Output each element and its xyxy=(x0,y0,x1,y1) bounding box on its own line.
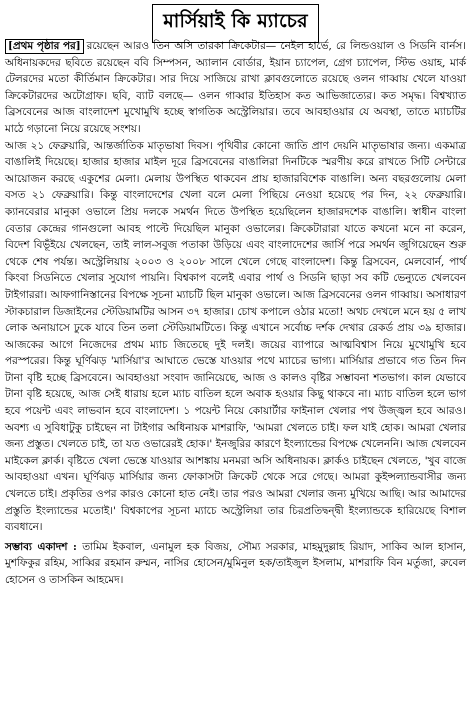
continued-from-label: [প্রথম পৃষ্ঠার পর] xyxy=(5,39,84,54)
article-body xyxy=(5,38,466,536)
probable-eleven-list: তামিম ইকবাল, এনামুল হক বিজয়, সৌম্য সরকার, মাহমুদুল্লাহ রিয়াদ, সাকিব আল হাসান, মুশফিকুর রহিম, সাব্বির রহমান রুম্মন, নাসির হোসেন/মুমিনুল হক/তাইজুল ইসলাম, মাশরাফি বিন মর্তুজা, রুবেল হোসেন ও তাসকিন আহমেদ। xyxy=(5,540,466,586)
continued-from-text: প্রথম পৃষ্ঠার পর xyxy=(12,40,76,52)
headline: মার্সিয়াই কি ম্যাচের xyxy=(163,10,308,32)
paragraph-1-text: রয়েছেন আরও তিন অসি তারকা ক্রিকেটার— নেইল হার্ভে, রে লিন্ডওয়াল ও সিডনি বার্নস। অধিনায়কদের ছবিতে রয়েছেন ববি সিম্পসন, অ্যালান বোর্ডার, ইয়ান চ্যাপেল, গ্রেগ চ্যাপেল, স্টিভ ওয়াহ, মার্ক টেলরদের মতো কীর্তিমান ক্রিকেটার। সার দিয়ে সাজিয়ে রাখা ক্লাবগুলোতে রয়েছে ওলন গাব্বায় খেলে যাওয়া ক্রিকেটারদের অটোগ্রাফ। ছবি, ব্যাট বলছে— ওলন গাব্বার ইতিহাস কত আভিজাত্যের। কত সমৃদ্ধ। বিশ্বখ্যাত ব্রিসবেনের আজ বাংলাদেশ মুখোমুখি হচ্ছে স্বাগতিক অস্ট্রেলিয়ার। তবে আবহাওয়ার যে অবস্থা, তাতে ম্যাচটির মাঠে গড়ানো নিয়ে রয়েছে সংশয়। xyxy=(5,40,466,135)
probable-eleven xyxy=(5,539,466,589)
headline-wrapper xyxy=(5,4,466,38)
probable-eleven-label: সম্ভাব্য একাদশ : xyxy=(5,540,77,553)
paragraph-1 xyxy=(5,38,466,138)
paragraph-2: আজ ২১ ফেব্রুয়ারি, আন্তর্জাতিক মাতৃভাষা দিবস। পৃথিবীর কোনো জাতি প্রাণ দেয়নি মাতৃভাষার জন্য। একমাত্র বাঙালিই দিয়েছে। হাজার হাজার মাইল দূরে ব্রিসবেনের বাঙালিরা দিনটিকে স্মরণীয় করে রাখতে সিটি সেন্টারে আয়োজন করছে একুশের মেলা। মেলায় উপস্থিত থাকবেন প্রায় হাজারবিশেক বাঙালি। অন্য বছরগুলোয় মেলা বসত ২১ ফেব্রুয়ারি। কিন্তু বাংলাদেশের খেলা বলে মেলা পিছিয়ে নেওয়া হয়েছে পর দিন, ২২ ফেব্রুয়ারি। ক্যানবেরার মানুকা ওভালে প্রিয় দলকে সমর্থন দিতে উপস্থিত হয়েছিলেন হাজারদশেক বাঙালি। স্বাধীন বাংলা বেতার কেন্দ্রের গানগুলো আবহ পাল্টে দিয়েছিল মানুকা ওভালের। ক্রিকেটারারা যাতে কখনো মনে না করেন, বিদেশ বিভূঁইয়ে খেলছেন, তাই লাল-সবুজ পতাকা উড়িয়ে এবং বাংলাদেশের জার্সি পরে সমর্থন জুগিয়েছেন শুরু থেকে শেষ পর্যন্ত। অস্ট্রেলিয়ায় ২০০৩ ও ২০০৮ সালে খেলে গেছে বাংলাদেশ। কিন্তু ব্রিসবেন, মেলবোর্ন, পার্থ কিংবা সিডনিতে খেলার সুযোগ পায়নি। বিশ্বকাপ বলেই এবার পার্থ ও সিডনি ছাড়া সব কটি ভেন্যুতে খেলবেন টাইগাররা। আফগানিস্তানের বিপক্ষে সূচনা ম্যাচটি ছিল মানুকা ওভালে। আজ ব্রিসবেনের ওলন গাব্বায়। অসাধারণ স্টাকচারাল ডিজাইনের স্টেডিয়ামটির আসন ৩৭ হাজার। চোখ কপালে ওঠার মতো! অথচ দেখলে মনে হয় ৫ লাখ লোক অনায়াসে ঢুকে যাবে তিন তলা স্টেডিয়ামটিতে। কিন্তু এখানে সর্বোচ্চ দর্শক দেখার রেকর্ড প্রায় ৩৯ হাজার। আজকের আগে নিজেদের প্রথম ম্যাচ জিতেছে দুই দলই। জয়ের ব্যাপারে আত্মবিশ্বাস নিয়ে মুখোমুখি হবে পরস্পরের। কিন্তু ঘূর্ণিঝড় 'মার্সিয়া'র আঘাতে ভেস্তে যাওয়ার পথে ম্যাচের ভাগ্য। মার্সিয়ার প্রভাবে গত তিন দিন টানা বৃষ্টি হচ্ছে ব্রিসবেনে। আবহাওয়া সংবাদ জানিয়েছে, আজ ও কালও বৃষ্টির সম্ভাবনা শতভাগ। কাল যেভাবে টানা বৃষ্টি হয়েছে, আজ সেই ধারায় হলে ম্যাচ বাতিল হলে অবাক হওয়ার কিছু থাকবে না। ম্যাচ বাতিল হলে ভাগ হবে পয়েন্ট এবং লাভবান হবে বাংলাদেশ। ১ পয়েন্ট নিয়ে কোয়ার্টার ফাইনাল খেলার পথ উজ্জ্বল হবে আরও। অবশ্য এ সুবিধাটুকু চাইছেন না টাইগার অধিনায়ক মাশরাফি, 'আমরা খেলতে চাই। ফল যাই হোক। আমরা খেলার জন্য প্রস্তুত। খেলতে চাই, তা যত ওভারেরই হোক।' ইনজুরির কারণে ইংল্যান্ডের বিপক্ষে খেলেননি। আজ খেলবেন মাইকেল ক্লার্ক। বৃষ্টিতে খেলা ভেস্তে যাওয়ার আশঙ্কায় মনমরা অসি অধিনায়ক। ক্লার্কও চাইছেন খেলতে, 'খুব বাজে আবহাওয়া এখন। ঘূর্ণিঝড় মার্সিয়ার জন্য ফোকাসটা ক্রিকেট থেকে সরে গেছে। আমরা কুইন্সল্যান্ডবাসীর জন্য খেলতে চাই। প্রকৃতির ওপর কারও কোনো হাত নেই। তার পরও আমরা খেলার জন্য মুখিয়ে আছি। আর আমাদের প্রস্তুতি ইংল্যান্ডের মতোই।' বিশ্বকাপের সূচনা ম্যাচে অস্ট্রেলিয়া তার চিরপ্রতিদ্বন্দ্বী ইংল্যান্ডকে হারিয়েছে বিশাল ব্যবধানে। xyxy=(5,139,466,534)
